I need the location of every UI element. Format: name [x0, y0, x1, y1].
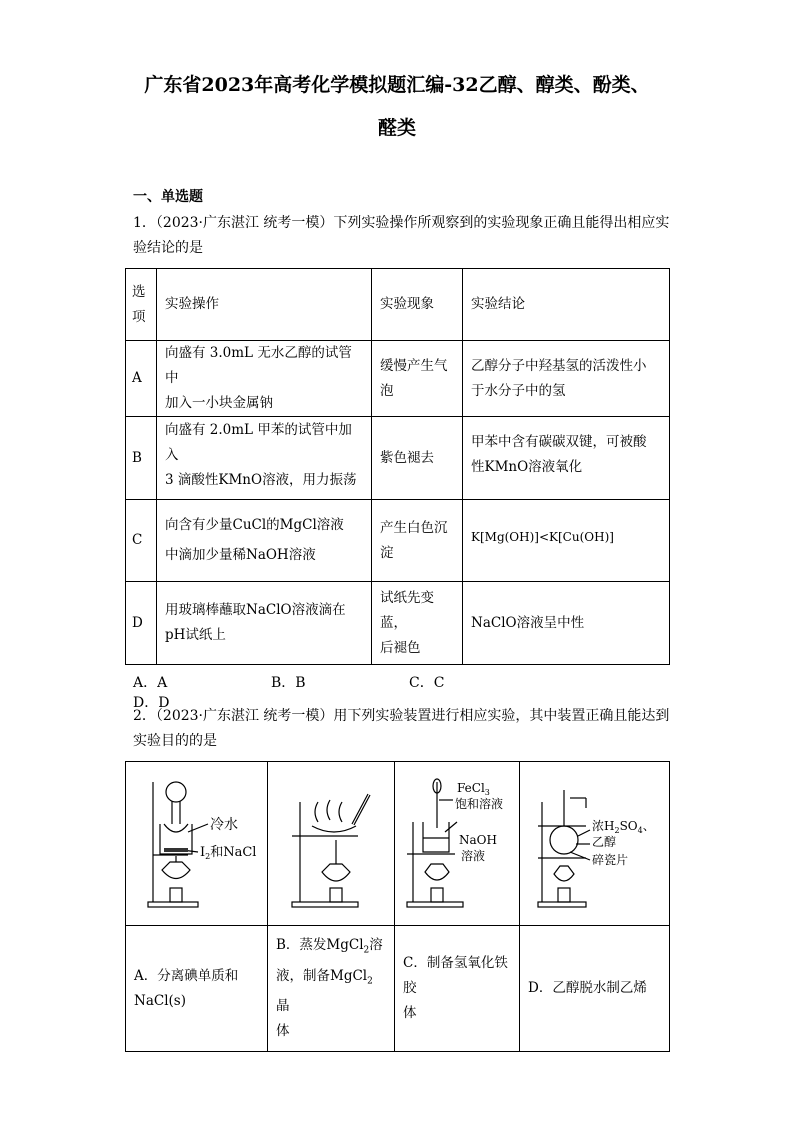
question-1-stem-line1: 1．（2023·广东湛江 统考一模）下列实验操作所观察到的实验现象正确且能得出相应实 [133, 215, 670, 231]
choice-a[interactable]: A．A [133, 675, 168, 691]
table-row [126, 417, 670, 500]
apparatus-b-cell [268, 762, 395, 926]
header-operation: 实验操作 [157, 269, 372, 341]
option-a-cell[interactable]: A．分离碘单质和 NaCl(s) [126, 926, 268, 1052]
question-2-stem [133, 704, 673, 754]
label-iodine-nacl: $I_2$和NaCl [200, 845, 257, 861]
header-conclusion: 实验结论 [463, 269, 670, 341]
apparatus-c-cell [395, 762, 520, 926]
apparatus-a-sublimation-figure [126, 762, 267, 916]
row-a-operation: 向盛有 3.0mL 无水乙醇的试管中 加入一小块金属钠 [157, 341, 372, 417]
row-b-conclusion: 甲苯中含有碳碳双键，可被酸 性KMnO溶液氧化 [463, 417, 670, 500]
apparatus-a-cell [126, 762, 268, 926]
question-2-table [125, 761, 670, 1052]
apparatus-row [126, 762, 670, 926]
table-row [126, 582, 670, 665]
apparatus-d-ethylene-figure [520, 762, 656, 916]
row-c-option: C [126, 500, 157, 582]
label-fecl3: FeCl$_3$ [457, 781, 490, 797]
row-b-phenomenon: 紫色褪去 [372, 417, 463, 500]
row-d-conclusion: NaClO溶液呈中性 [463, 582, 670, 665]
question-1-table [125, 268, 670, 665]
option-d-cell[interactable]: D．乙醇脱水制乙烯 [520, 926, 670, 1052]
row-d-option: D [126, 582, 157, 665]
question-1-stem [133, 211, 673, 261]
apparatus-c-colloid-figure [395, 762, 519, 916]
question-2-stem-line1: 2．（2023·广东湛江 统考一模）用下列实验装置进行相应实验，其中装置正确且能达到 [133, 708, 670, 724]
header-option: 选项 [126, 269, 157, 341]
label-cold-water: 冷水 [210, 817, 238, 833]
question-1-stem-line2: 验结论的是 [133, 240, 203, 256]
label-conc-h2so4: 浓$H_2SO_4$、 [592, 819, 655, 835]
row-c-conclusion: K[Mg(OH)]<K[Cu(OH)] [463, 500, 670, 582]
choice-c[interactable]: C．C [409, 675, 445, 691]
row-a-option: A [126, 341, 157, 417]
question-2-stem-line2: 实验目的的是 [133, 733, 217, 749]
table-header-row [126, 269, 670, 341]
table-row [126, 341, 670, 417]
section-heading: 一、单选题 [133, 189, 203, 205]
table-row [126, 500, 670, 582]
row-d-operation: 用玻璃棒蘸取NaClO溶液滴在 pH试纸上 [157, 582, 372, 665]
option-row [126, 926, 670, 1052]
row-a-phenomenon: 缓慢产生气 泡 [372, 341, 463, 417]
row-c-operation: 向含有少量CuCl的MgCl溶液 中滴加少量稀NaOH溶液 [157, 500, 372, 582]
choice-d[interactable]: D．D [133, 695, 170, 711]
label-naoh: NaOH [459, 833, 497, 847]
option-b-cell[interactable]: B．蒸发MgCl$_2$溶 液，制备MgCl$_2$晶 体 [268, 926, 395, 1052]
title-line-2: 醛类 [377, 117, 416, 139]
row-c-phenomenon: 产生白色沉 淀 [372, 500, 463, 582]
label-saturated-solution: 饱和溶液 [455, 797, 504, 811]
label-solution: 溶液 [461, 849, 486, 863]
row-d-phenomenon: 试纸先变蓝， 后褪色 [372, 582, 463, 665]
label-broken-porcelain: 碎瓷片 [592, 853, 629, 867]
apparatus-d-cell [520, 762, 670, 926]
title-line-1: 广东省2023年高考化学模拟题汇编-32乙醇、醇类、酚类、 [144, 74, 650, 96]
row-a-conclusion: 乙醇分子中羟基氢的活泼性小 于水分子中的氢 [463, 341, 670, 417]
row-b-operation: 向盛有 2.0mL 甲苯的试管中加入 3 滴酸性KMnO溶液，用力振荡 [157, 417, 372, 500]
option-c-cell[interactable]: C．制备氢氧化铁胶 体 [395, 926, 520, 1052]
header-phenomenon: 实验现象 [372, 269, 463, 341]
apparatus-b-evaporation-figure [268, 762, 394, 916]
row-b-option: B [126, 417, 157, 500]
choice-b[interactable]: B．B [271, 675, 306, 691]
label-ethanol: 乙醇 [592, 835, 617, 849]
